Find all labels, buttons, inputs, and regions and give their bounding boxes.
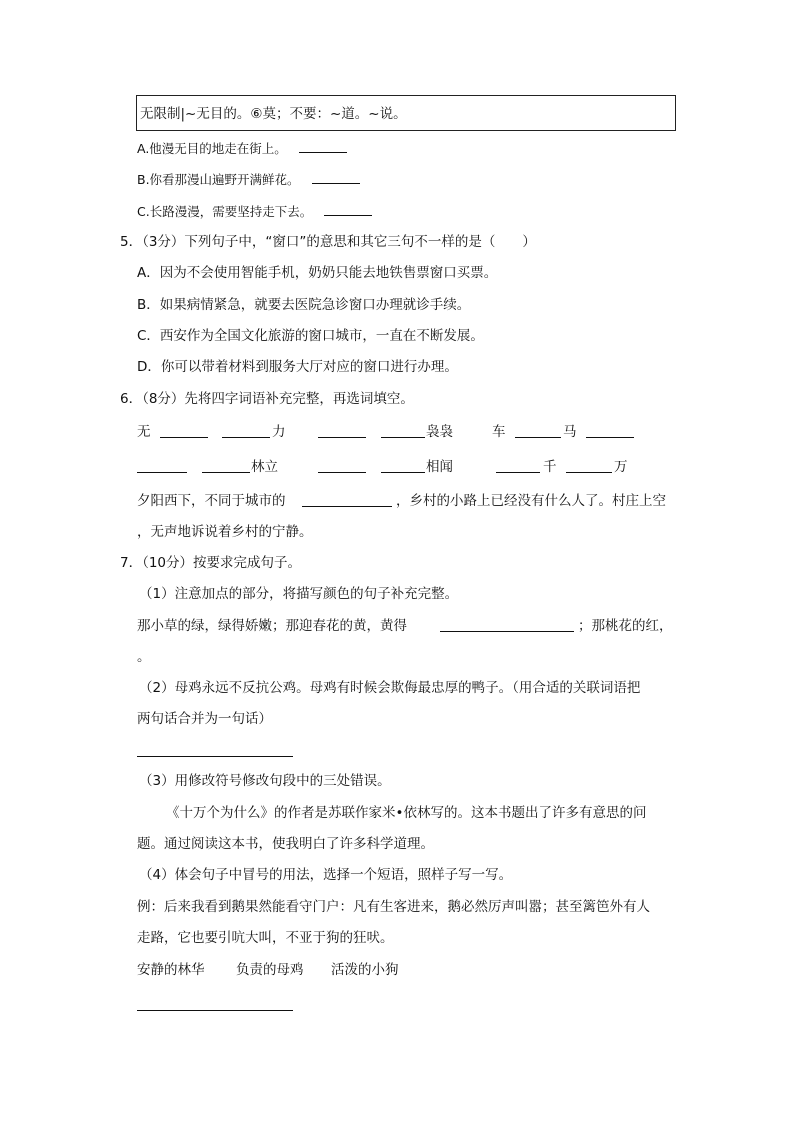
q7-part1-blank[interactable] bbox=[440, 631, 574, 632]
q6-word-wan: 万 bbox=[614, 459, 628, 475]
q6-blank-12[interactable] bbox=[566, 472, 612, 473]
q6-blank-4[interactable] bbox=[381, 437, 425, 438]
q6-sentence-blank-1[interactable] bbox=[302, 506, 392, 507]
q6-word-ma: 马 bbox=[563, 424, 577, 440]
q7-part4-example-line1: 例：后来我看到鹅果然能看守门户：凡有生客进来，鹅必然厉声叫嚣；甚至篱笆外有人 bbox=[137, 899, 650, 915]
q5-option-a: A．因为不会使用智能手机，奶奶只能去地铁售票窗口买票。 bbox=[137, 265, 498, 281]
q6-blank-6[interactable] bbox=[586, 437, 634, 438]
q7-stem: 7．（10分）按要求完成句子。 bbox=[120, 555, 302, 571]
q7-part2-line1: （2）母鸡永远不反抗公鸡。母鸡有时候会欺侮最忠厚的鸭子。（用合适的关联词语把 bbox=[139, 680, 641, 696]
q6-sentence-part-c: ，无声地诉说着乡村的宁静。 bbox=[137, 524, 313, 540]
q6-blank-5[interactable] bbox=[515, 437, 561, 438]
q4-option-a: A.他漫无目的地走在街上。 bbox=[137, 139, 347, 158]
q6-word-che: 车 bbox=[492, 424, 506, 440]
q6-blank-8[interactable] bbox=[202, 472, 250, 473]
q6-blank-11[interactable] bbox=[496, 472, 540, 473]
q6-blank-7[interactable] bbox=[137, 472, 187, 473]
q6-word-niaoniao: 袅袅 bbox=[426, 424, 453, 440]
q6-blank-9[interactable] bbox=[318, 472, 366, 473]
q7-phrase-2: 负责的母鸡 bbox=[236, 962, 304, 978]
q5-option-c: C．西安作为全国文化旅游的窗口城市，一直在不断发展。 bbox=[137, 328, 484, 344]
q4-blank-b[interactable] bbox=[312, 170, 360, 184]
q4-option-b: B.你看那漫山遍野开满鲜花。 bbox=[137, 170, 360, 189]
q5-option-d: D．你可以带着材料到服务大厅对应的窗口进行办理。 bbox=[137, 359, 458, 375]
q7-phrase-1: 安静的林华 bbox=[137, 962, 205, 978]
q7-part4-example-line2: 走路，它也要引吭大叫，不亚于狗的狂吠。 bbox=[137, 930, 394, 946]
q6-word-xiangwen: 相闻 bbox=[426, 459, 453, 475]
q6-sentence-part-a: 夕阳西下，不同于城市的 bbox=[137, 493, 286, 509]
q6-word-li: 力 bbox=[272, 424, 286, 440]
q7-part1-sentence-a: 那小草的绿，绿得娇嫩；那迎春花的黄，黄得 bbox=[137, 618, 407, 634]
q6-blank-1[interactable] bbox=[160, 437, 208, 438]
q7-part3-label: （3）用修改符号修改句段中的三处错误。 bbox=[139, 773, 391, 789]
q6-blank-2[interactable] bbox=[222, 437, 270, 438]
q7-phrase-3: 活泼的小狗 bbox=[331, 962, 399, 978]
q6-stem: 6．（8分）先将四字词语补充完整，再选词填空。 bbox=[120, 391, 414, 407]
q7-part3-line1: 《十万个为什么》的作者是苏联作家米•依林写的。这本书题出了许多有意思的问 bbox=[166, 805, 647, 821]
q7-part3-line2: 题。通过阅读这本书，使我明白了许多科学道理。 bbox=[137, 836, 434, 852]
q4-blank-c[interactable] bbox=[324, 202, 372, 216]
q6-sentence-part-b: ，乡村的小路上已经没有什么人了。村庄上空 bbox=[396, 493, 666, 509]
q4-blank-a[interactable] bbox=[299, 139, 347, 153]
dictionary-entry-text: 无限制|~无目的。⑥莫；不要：~道。~说。 bbox=[140, 106, 407, 122]
dictionary-entry-box bbox=[136, 95, 676, 131]
q7-part1-sentence-c: 。 bbox=[137, 649, 151, 665]
q7-part4-label: （4）体会句子中冒号的用法，选择一个短语，照样子写一写。 bbox=[139, 867, 513, 883]
q7-part2-answer-line[interactable] bbox=[137, 756, 293, 757]
q6-blank-3[interactable] bbox=[318, 437, 366, 438]
q7-part1-label: （1）注意加点的部分，将描写颜色的句子补充完整。 bbox=[139, 586, 459, 602]
q6-word-qian: 千 bbox=[543, 459, 557, 475]
q4-option-c: C.长路漫漫，需要坚持走下去。 bbox=[137, 202, 372, 221]
q5-option-b: B．如果病情紧急，就要去医院急诊窗口办理就诊手续。 bbox=[137, 297, 471, 313]
q7-part1-sentence-b: ；那桃花的红， bbox=[578, 618, 673, 634]
q6-blank-10[interactable] bbox=[381, 472, 425, 473]
q7-part2-line2: 两句话合并为一句话） bbox=[137, 711, 272, 727]
q6-word-linli: 林立 bbox=[251, 459, 278, 475]
q6-word-wu: 无 bbox=[137, 424, 151, 440]
q7-part4-answer-line[interactable] bbox=[137, 1010, 293, 1011]
q5-stem: 5．（3分）下列句子中，“窗口”的意思和其它三句不一样的是（ ） bbox=[120, 234, 536, 250]
